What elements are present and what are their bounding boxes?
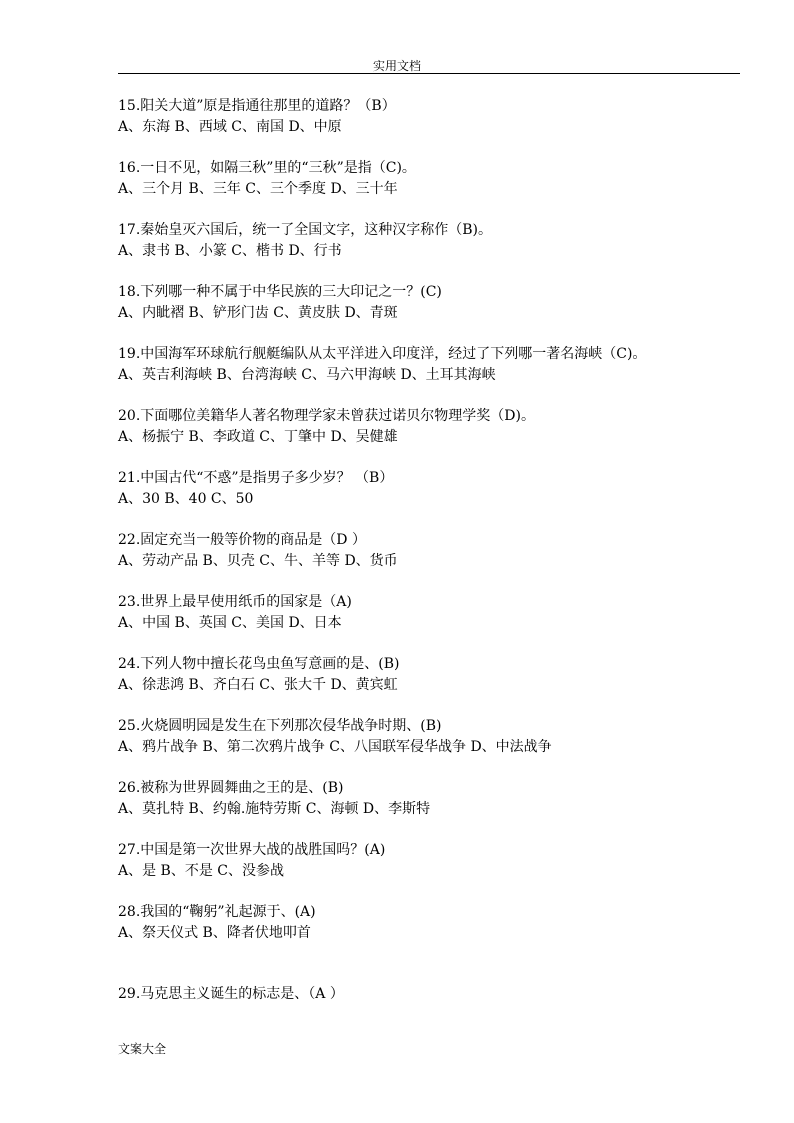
question-text: 25.火烧圆明园是发生在下列那次侵华战争时期、(B) (118, 718, 442, 734)
question-text: 28.我国的“鞠躬”礼起源于、(A) (118, 904, 316, 920)
question-options: A、莫扎特 B、约翰.施特劳斯 C、海顿 D、李斯特 (118, 801, 431, 817)
question-options: A、祭天仪式 B、降者伏地叩首 (118, 925, 311, 941)
question-item (118, 158, 740, 200)
question-options: A、英吉利海峡 B、台湾海峡 C、马六甲海峡 D、土耳其海峡 (118, 367, 496, 383)
page-footer: 文案大全 (118, 1042, 167, 1056)
question-text: 18.下列哪一种不属于中华民族的三大印记之一？(C) (118, 284, 442, 300)
question-item (118, 96, 740, 138)
question-options: A、劳动产品 B、贝壳 C、牛、羊等 D、货币 (118, 553, 398, 569)
question-text: 23.世界上最早使用纸币的国家是（A) (118, 594, 352, 610)
question-text: 29.马克思主义诞生的标志是、（A ） (118, 986, 344, 1002)
question-options: A、内眦褶 B、铲形门齿 C、黄皮肤 D、青斑 (118, 305, 398, 321)
question-item (118, 592, 740, 634)
question-text: 24.下列人物中擅长花鸟虫鱼写意画的是、(B) (118, 656, 400, 672)
question-item (118, 654, 740, 696)
question-text: 16.一日不见，如隔三秋”里的“三秋”是指（C)。 (118, 160, 416, 176)
question-text: 20.下面哪位美籍华人著名物理学家未曾获过诺贝尔物理学奖（D)。 (118, 408, 535, 424)
question-options: A、是 B、不是 C、没参战 (118, 863, 285, 879)
question-options: A、鸦片战争 B、第二次鸦片战争 C、八国联军侵华战争 D、中法战争 (118, 739, 552, 755)
question-text: 15.阳关大道”原是指通往那里的道路？（B） (118, 98, 396, 114)
question-text: 27.中国是第一次世界大战的战胜国吗？(A) (118, 842, 386, 858)
question-item (118, 984, 740, 1005)
question-options: A、徐悲鸿 B、齐白石 C、张大千 D、黄宾虹 (118, 677, 398, 693)
question-text: 22.固定充当一般等价物的商品是（D ） (118, 532, 366, 548)
question-list (118, 96, 740, 1025)
question-item (118, 778, 740, 820)
header-divider (118, 73, 740, 74)
question-options: A、杨振宁 B、李政道 C、丁肇中 D、吴健雄 (118, 429, 398, 445)
question-item (118, 840, 740, 882)
question-item (118, 282, 740, 324)
question-text: 19.中国海军环球航行舰艇编队从太平洋进入印度洋，经过了下列哪一著名海峡（C)。 (118, 346, 647, 362)
question-item (118, 902, 740, 944)
question-text: 26.被称为世界圆舞曲之王的是、(B) (118, 780, 344, 796)
question-item (118, 344, 740, 386)
question-item (118, 530, 740, 572)
question-text: 17.秦始皇灭六国后，统一了全国文字，这种汉字称作（B)。 (118, 222, 493, 238)
question-item (118, 406, 740, 448)
question-options: A、三个月 B、三年 C、三个季度 D、三十年 (118, 181, 398, 197)
question-item (118, 716, 740, 758)
page-header: 实用文档 (372, 59, 421, 73)
question-item (118, 220, 740, 262)
question-text: 21.中国古代“不惑”是指男子多少岁？ （B） (118, 470, 394, 486)
question-options: A、隶书 B、小篆 C、楷书 D、行书 (118, 243, 342, 259)
question-options: A、中国 B、英国 C、美国 D、日本 (118, 615, 342, 631)
question-item (118, 468, 740, 510)
question-options: A、东海 B、西域 C、南国 D、中原 (118, 119, 342, 135)
question-options: A、30 B、40 C、50 (118, 491, 254, 507)
